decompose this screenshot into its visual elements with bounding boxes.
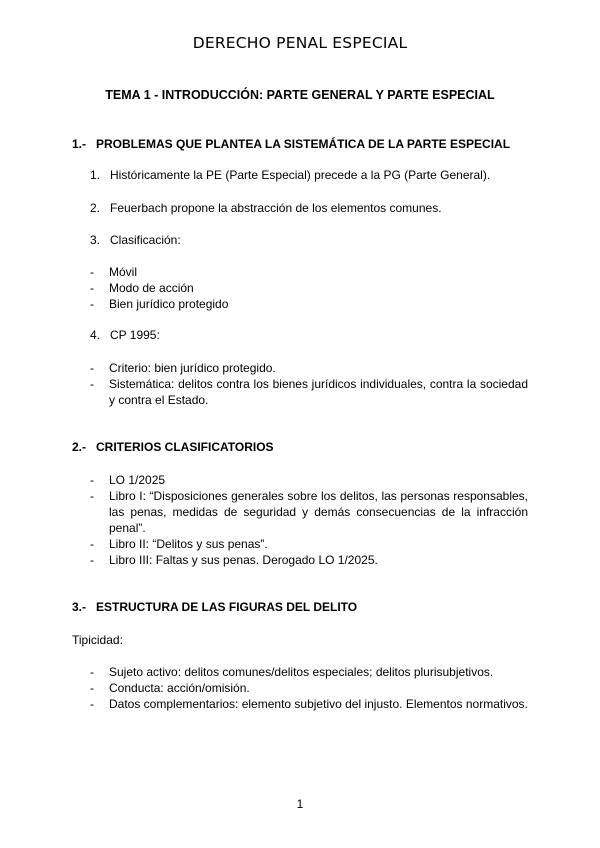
bullet-text: Criterio: bien jurídico protegido. — [109, 361, 276, 375]
section-intro: Tipicidad: — [72, 633, 123, 647]
bullet-text: Conducta: acción/omisión. — [109, 681, 250, 695]
list-item — [90, 376, 528, 408]
bullet-dash: - — [90, 281, 94, 295]
page-number: 1 — [296, 797, 304, 811]
bullet-text: LO 1/2025 — [109, 473, 166, 487]
bullet-dash: - — [90, 361, 94, 375]
bullet-text: Datos complementarios: elemento subjetivo del injusto. Elementos normativos. — [109, 697, 528, 711]
item-text: Feuerbach propone la abstracción de los elementos comunes. — [110, 201, 442, 215]
document-title: DERECHO PENAL ESPECIAL — [192, 34, 408, 52]
bullet-dash: - — [90, 297, 94, 311]
bullet-text: Libro III: Faltas y sus penas. Derogado LO 1/2025. — [109, 553, 378, 567]
item-text: Clasificación: — [110, 233, 181, 247]
numbered-item-4 — [90, 327, 160, 343]
list-item — [90, 536, 528, 552]
section-title: PROBLEMAS QUE PLANTEA LA SISTEMÁTICA DE LA PARTE ESPECIAL — [96, 137, 511, 151]
bullet-dash: - — [90, 265, 94, 279]
section-3-heading — [72, 600, 357, 614]
item-number: 2. — [90, 201, 101, 215]
bullet-dash: - — [90, 681, 94, 695]
list-item — [90, 552, 528, 568]
list-item — [90, 280, 528, 296]
bullet-dash: - — [90, 473, 94, 487]
list-item — [90, 296, 528, 312]
list-item — [90, 488, 528, 536]
numbered-item-1 — [90, 167, 490, 183]
bullet-text: Móvil — [109, 265, 138, 279]
list-item — [90, 264, 528, 280]
bullet-dash: - — [90, 489, 94, 503]
bullet-text: Libro I: “Disposiciones generales sobre los delitos, las personas responsables, las penas, medidas de seguridad y demás consecuencias de la infracción penal”. — [109, 489, 528, 535]
bullet-dash: - — [90, 537, 94, 551]
bullet-dash: - — [90, 377, 94, 391]
list-item — [90, 696, 528, 712]
item-number: 4. — [90, 328, 101, 342]
bullet-dash: - — [90, 553, 94, 567]
bullet-text: Sujeto activo: delitos comunes/delitos especiales; delitos plurisubjetivos. — [109, 665, 494, 679]
list-item — [90, 472, 528, 488]
section-number: 1.- — [72, 137, 87, 151]
topic-title: TEMA 1 - INTRODUCCIÓN: PARTE GENERAL Y PARTE ESPECIAL — [105, 88, 495, 102]
bullet-text: Bien jurídico protegido — [109, 297, 229, 311]
bullet-text: Modo de acción — [109, 281, 194, 295]
section-2-heading — [72, 440, 274, 454]
bullet-dash: - — [90, 665, 94, 679]
list-item — [90, 680, 528, 696]
section-number: 3.- — [72, 600, 87, 614]
item-number: 1. — [90, 168, 101, 182]
item-text: CP 1995: — [110, 328, 160, 342]
item-text: Históricamente la PE (Parte Especial) precede a la PG (Parte General). — [110, 168, 491, 182]
section-title: CRITERIOS CLASIFICATORIOS — [96, 440, 274, 454]
bullet-text: Libro II: “Delitos y sus penas”. — [109, 537, 268, 551]
bullet-text: Sistemática: delitos contra los bienes jurídicos individuales, contra la sociedad y contra el Estado. — [109, 377, 528, 407]
section-title: ESTRUCTURA DE LAS FIGURAS DEL DELITO — [96, 600, 358, 614]
numbered-item-2 — [90, 200, 442, 216]
numbered-item-3 — [90, 232, 181, 248]
list-item — [90, 664, 528, 680]
section-1-heading — [72, 137, 510, 151]
item-number: 3. — [90, 233, 101, 247]
list-item — [90, 360, 528, 376]
section-number: 2.- — [72, 440, 87, 454]
bullet-dash: - — [90, 697, 94, 711]
